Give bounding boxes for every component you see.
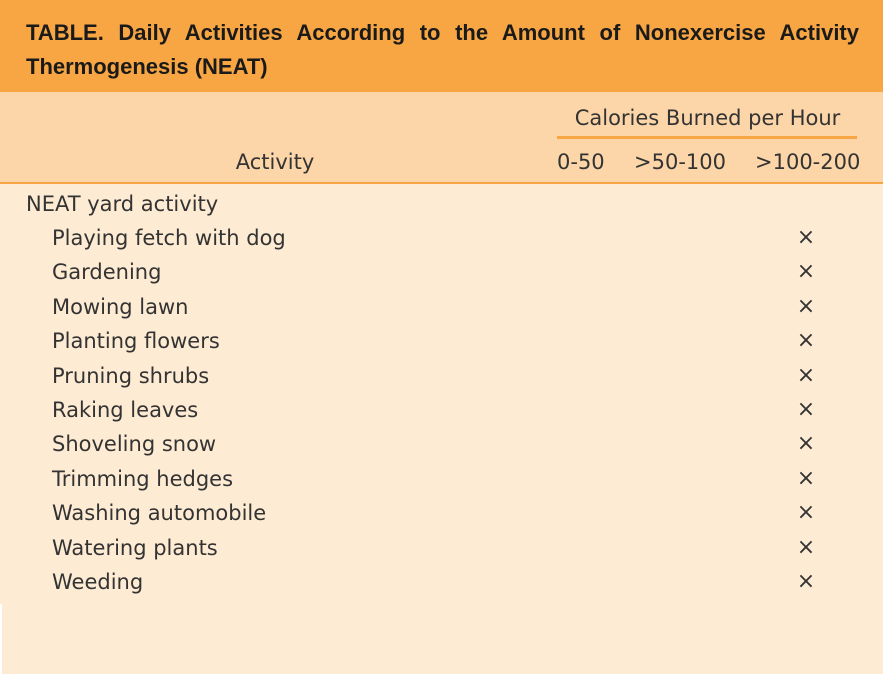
section-label: NEAT yard activity <box>26 192 219 216</box>
calorie-range-mark: × <box>796 500 816 526</box>
activity-column-header: Activity <box>235 150 315 174</box>
table-row <box>0 499 883 533</box>
calorie-range-mark: × <box>796 362 816 388</box>
activity-label: Trimming hedges <box>52 466 234 491</box>
activity-label: Weeding <box>52 569 144 594</box>
activity-label: Pruning shrubs <box>52 363 210 388</box>
activity-label: Mowing lawn <box>52 294 189 319</box>
calorie-range-mark: × <box>796 225 816 250</box>
group-header-rule <box>557 136 857 139</box>
table-row <box>0 362 883 396</box>
column-header-100-200: >100-200 <box>755 150 861 174</box>
page-edge <box>0 604 2 674</box>
calorie-range-mark: × <box>796 431 816 457</box>
header-rule <box>0 182 883 184</box>
activity-label: Planting flowers <box>52 329 220 354</box>
activity-label: Raking leaves <box>52 397 199 422</box>
table-row <box>0 396 883 430</box>
calorie-range-mark: × <box>796 328 816 354</box>
table-row <box>0 258 883 292</box>
calorie-range-mark: × <box>796 568 816 594</box>
table-body <box>0 224 883 602</box>
table-row <box>0 430 883 464</box>
activity-label: Washing automobile <box>52 501 267 526</box>
table-row <box>0 327 883 361</box>
table-row <box>0 534 883 568</box>
table-row <box>0 293 883 327</box>
column-header-50-100: >50-100 <box>634 150 726 174</box>
calories-group-header: Calories Burned per Hour <box>574 106 841 130</box>
table-title: TABLE. Daily Activities According to the Amount of Nonexercise Activity Thermogenesis (NEAT) <box>26 20 859 79</box>
calorie-range-mark: × <box>796 465 816 491</box>
activity-label: Playing fetch with dog <box>52 226 286 250</box>
table-row <box>0 465 883 499</box>
calorie-range-mark: × <box>796 293 816 319</box>
table-row <box>0 224 883 258</box>
activity-label: Gardening <box>52 260 162 285</box>
calorie-range-mark: × <box>796 259 816 285</box>
activity-label: Watering plants <box>52 535 218 560</box>
activity-label: Shoveling snow <box>52 432 217 457</box>
calorie-range-mark: × <box>796 534 816 560</box>
column-header-0-50: 0-50 <box>557 150 605 174</box>
table-row <box>0 568 883 602</box>
calorie-range-mark: × <box>796 396 816 422</box>
table-title-bar <box>0 0 883 92</box>
